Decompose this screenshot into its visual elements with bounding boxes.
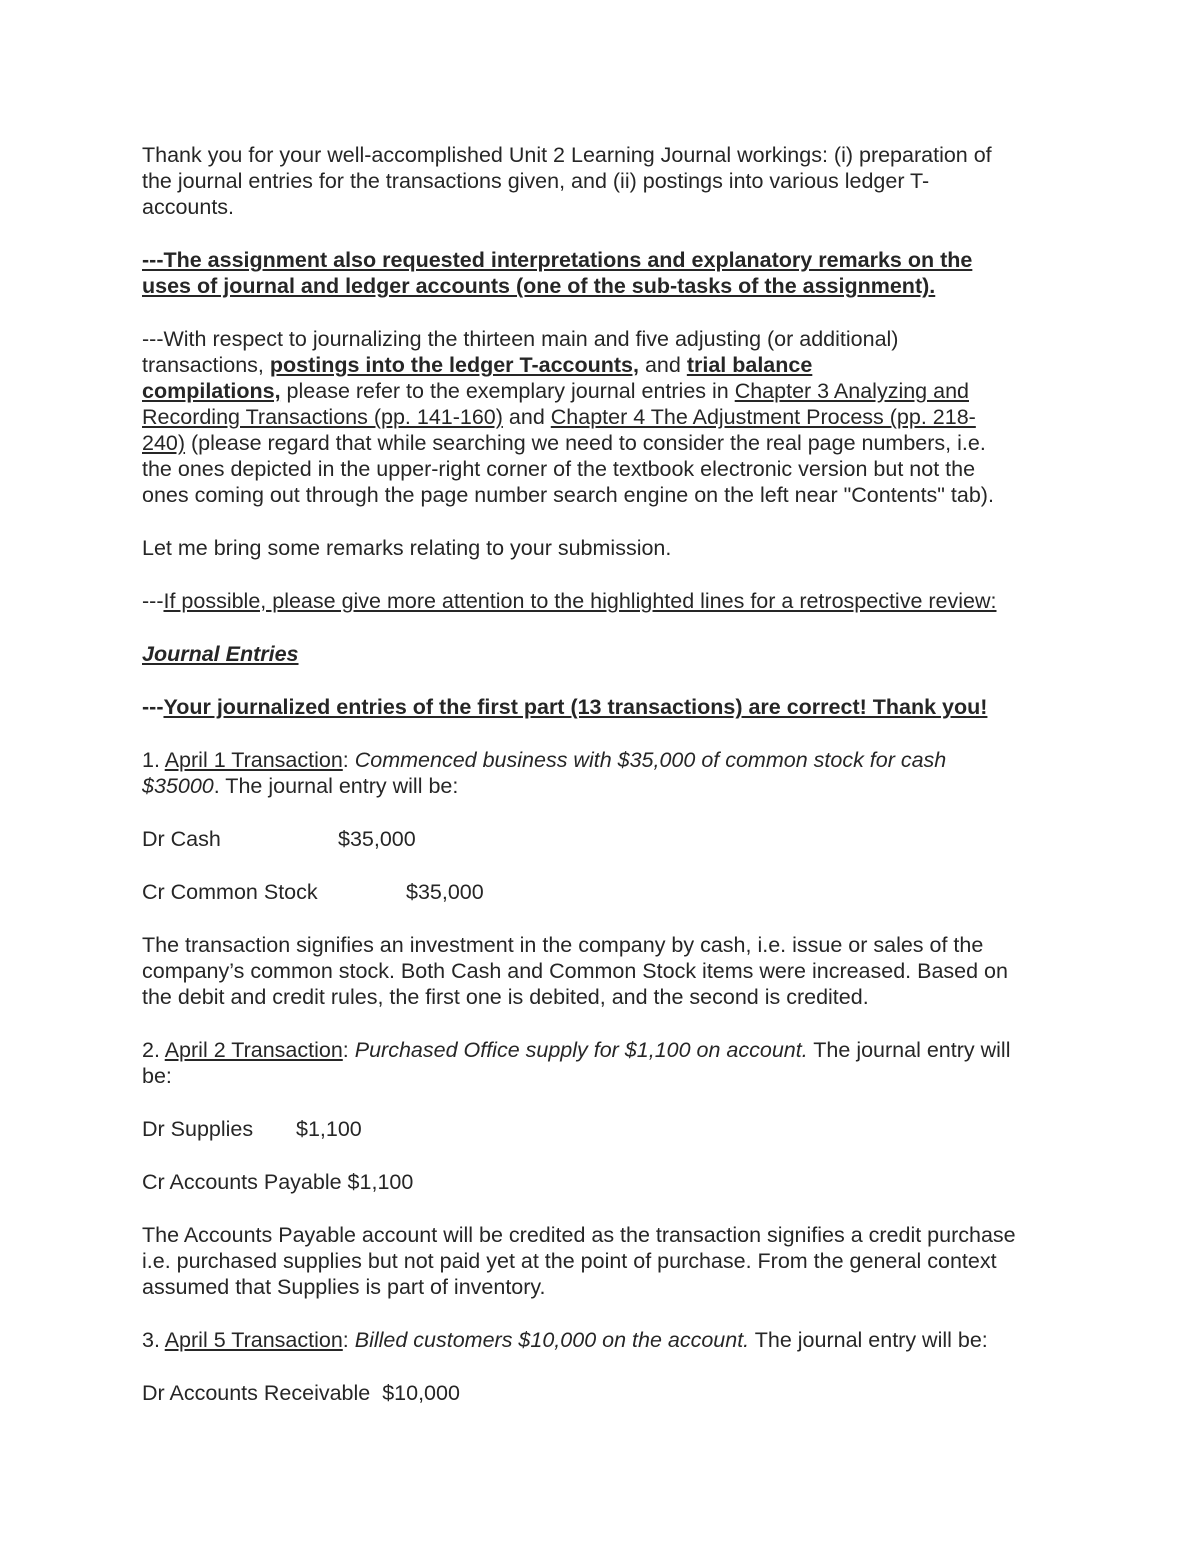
transaction-label: April 1 Transaction: [164, 748, 343, 772]
compilations-emphasis: compilations,: [142, 379, 281, 403]
references-text: (please regard that while searching we need to consider the real page numbers, i.e.: [185, 431, 986, 455]
references-text: and: [639, 353, 687, 377]
explanation-line: The Accounts Payable account will be credited as the transaction signifies a credit purchase: [142, 1223, 1016, 1247]
transaction-followup: The journal entry will: [807, 1038, 1011, 1062]
highlight-prefix: ---: [142, 589, 164, 613]
intro-line: Thank you for your well-accomplished Unit 2 Learning Journal workings: (i) preparation of: [142, 143, 992, 167]
assignment-note-line: ---The assignment also requested interpretations and explanatory remarks on the: [142, 248, 973, 272]
transaction-3-debit: Dr Accounts Receivable $10,000: [142, 1381, 460, 1405]
transaction-colon: :: [342, 1038, 355, 1062]
assignment-note: [142, 247, 1072, 299]
remarks-intro: Let me bring some remarks relating to your submission.: [142, 536, 672, 560]
ledger-postings-emphasis: postings into the ledger T-accounts,: [269, 353, 639, 377]
intro-paragraph: [142, 142, 1072, 220]
correct-note-prefix: ---: [142, 695, 164, 719]
debit-amount: $35,000: [338, 827, 416, 851]
trial-balance-emphasis: trial balance: [686, 353, 813, 377]
correct-note-text: Your journalized entries of the first part (13 transactions) are correct! Thank you!: [163, 695, 988, 719]
chapter-4-reference: 240): [142, 431, 186, 455]
chapter-3-reference: Recording Transactions (pp. 141-160): [142, 405, 503, 429]
transaction-2-explanation: [142, 1222, 1072, 1300]
transaction-followup: The journal entry will be:: [749, 1328, 988, 1352]
highlight-note: [142, 588, 1072, 614]
chapter-3-reference: Chapter 3 Analyzing and: [734, 379, 969, 403]
references-text: please refer to the exemplary journal entries in: [280, 379, 735, 403]
chapter-4-reference: Chapter 4 The Adjustment Process (pp. 218-: [550, 405, 976, 429]
intro-line: accounts.: [142, 195, 235, 219]
highlight-text: If possible, please give more attention to the highlighted lines for a retrospective review:: [163, 589, 997, 613]
transaction-followup: be:: [142, 1064, 172, 1088]
document-page: [142, 142, 1072, 1433]
transaction-description: Billed customers $10,000 on the account.: [354, 1328, 750, 1352]
credit-amount: $35,000: [406, 880, 484, 904]
transaction-label: April 2 Transaction: [164, 1038, 343, 1062]
transaction-description: $35000: [142, 774, 214, 798]
transaction-2-heading: [142, 1037, 1072, 1089]
explanation-line: the debit and credit rules, the first one is debited, and the second is credited.: [142, 985, 869, 1009]
explanation-line: i.e. purchased supplies but not paid yet at the point of purchase. From the general context: [142, 1249, 997, 1273]
transaction-1-explanation: [142, 932, 1072, 1010]
references-line: ones coming out through the page number search engine on the left near "Contents" tab).: [142, 483, 994, 507]
transaction-colon: :: [342, 748, 355, 772]
correct-note: [142, 694, 1072, 720]
references-line: ---With respect to journalizing the thirteen main and five adjusting (or additional): [142, 327, 899, 351]
credit-account: Cr Common Stock: [142, 880, 318, 904]
transaction-colon: :: [342, 1328, 355, 1352]
debit-amount: $1,100: [296, 1117, 362, 1141]
transaction-description: Commenced business with $35,000 of common stock for cash: [354, 748, 947, 772]
intro-line: the journal entries for the transactions given, and (ii) postings into various ledger T-: [142, 169, 930, 193]
transaction-1-debit: [142, 826, 1072, 852]
transaction-1-heading: [142, 747, 1072, 799]
transaction-label: April 5 Transaction: [164, 1328, 343, 1352]
transaction-1-credit: [142, 879, 1072, 905]
assignment-note-line: uses of journal and ledger accounts (one of the sub-tasks of the assignment).: [142, 274, 936, 298]
references-paragraph: [142, 326, 1072, 508]
debit-account: Dr Cash: [142, 827, 221, 851]
transaction-2-credit: Cr Accounts Payable $1,100: [142, 1170, 414, 1194]
transaction-3-heading: [142, 1327, 1072, 1353]
references-line: the ones depicted in the upper-right corner of the textbook electronic version but not the: [142, 457, 976, 481]
transaction-number: 1.: [142, 748, 165, 772]
journal-entries-heading: Journal Entries: [142, 642, 299, 666]
transaction-number: 2.: [142, 1038, 165, 1062]
explanation-line: The transaction signifies an investment in the company by cash, i.e. issue or sales of the: [142, 933, 984, 957]
explanation-line: assumed that Supplies is part of inventory.: [142, 1275, 546, 1299]
transaction-followup: . The journal entry will be:: [213, 774, 459, 798]
transaction-2-debit: [142, 1116, 1072, 1142]
references-text: and: [502, 405, 551, 429]
explanation-line: company’s common stock. Both Cash and Common Stock items were increased. Based on: [142, 959, 1008, 983]
debit-account: Dr Supplies: [142, 1117, 254, 1141]
transaction-number: 3.: [142, 1328, 165, 1352]
transaction-description: Purchased Office supply for $1,100 on account.: [354, 1038, 808, 1062]
references-text: transactions,: [142, 353, 270, 377]
